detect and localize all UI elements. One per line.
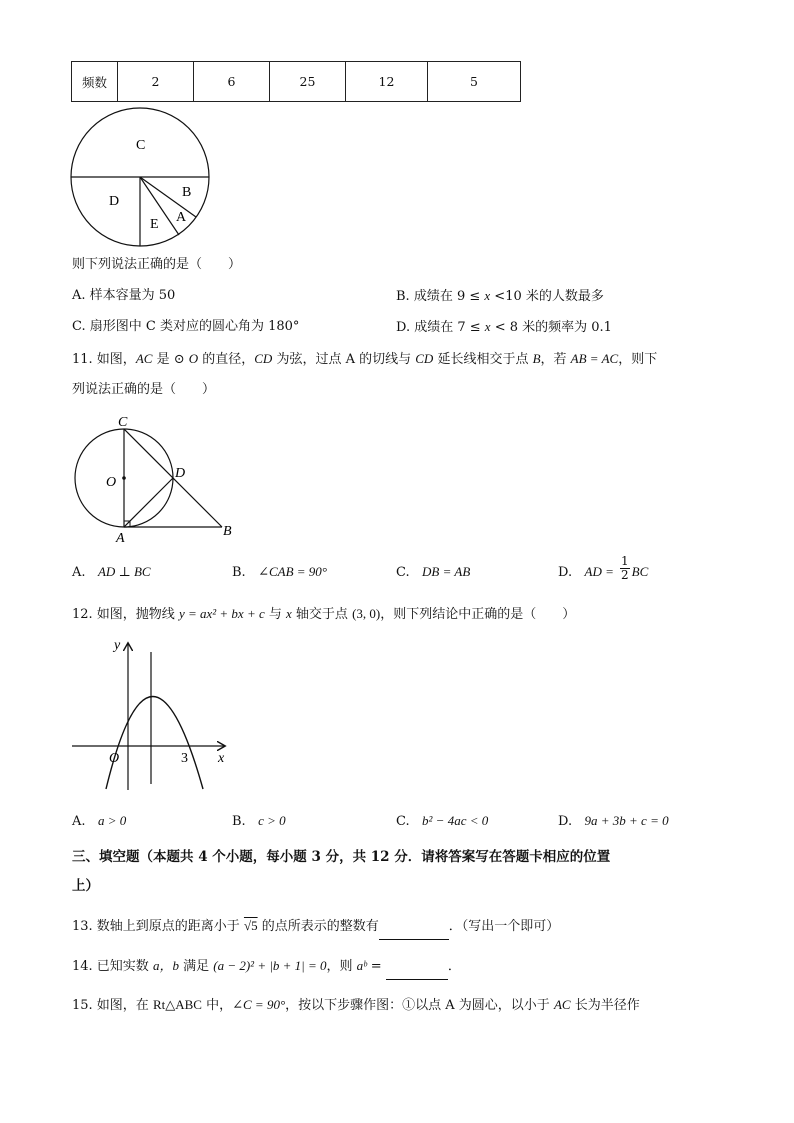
table-cell: 2 — [118, 62, 194, 102]
q12-stem — [72, 605, 575, 624]
point-label-b: B — [223, 524, 232, 539]
text: ，则 — [326, 959, 357, 974]
q10-option-d — [396, 318, 612, 337]
math: ∠CAB = 90° — [258, 564, 328, 579]
option-label: A. — [72, 814, 86, 829]
point-label-c: C — [118, 415, 128, 430]
q12-option-c — [396, 813, 488, 829]
sector-label-c: C — [136, 138, 146, 153]
segment-ad — [124, 478, 173, 527]
option-label: D. — [558, 814, 573, 829]
point-label-o: O — [106, 475, 117, 490]
math: AD ⊥ BC — [97, 564, 151, 579]
math-var: x — [484, 288, 491, 303]
text: 13. 数轴上到原点的距离小于 — [72, 919, 244, 934]
option-label: C. — [396, 814, 410, 829]
section-heading-line2: 上） — [72, 878, 99, 894]
text: = — [366, 959, 386, 974]
text: 与 — [264, 607, 287, 622]
math: CD — [254, 351, 273, 366]
text: 轴交于点 — [291, 607, 353, 622]
math: x — [286, 606, 292, 621]
text: <10 米的人数最多 — [490, 289, 604, 304]
fraction — [620, 555, 630, 582]
option-label: D. — [558, 565, 573, 580]
q12-option-a — [72, 813, 126, 829]
x-axis-label: x — [218, 751, 225, 766]
tick-label-3: 3 — [181, 751, 188, 766]
math: y = ax² + bx + c — [178, 606, 265, 621]
math: AD = — [584, 564, 614, 579]
text: ，若 — [540, 352, 571, 367]
math: c > 0 — [258, 813, 286, 828]
math: BC — [631, 564, 649, 579]
q11-option-c — [396, 564, 470, 580]
math: a，b — [152, 958, 179, 973]
q13-stem — [72, 917, 559, 940]
text: ，则下 — [618, 352, 658, 367]
math: AB = AC — [570, 351, 619, 366]
option-label: B. — [232, 565, 246, 580]
section-heading-line1: 三、填空题（本题共 4 个小题，每小题 3 分，共 12 分．请将答案写在答题卡相应的位置 — [72, 849, 611, 865]
q11-option-b — [232, 564, 327, 580]
q12-option-d — [558, 813, 669, 829]
point-label-d: D — [175, 466, 186, 481]
fraction-numerator: 1 — [621, 554, 629, 568]
sector-label-a: A — [176, 210, 187, 225]
text: ，则下列结论中正确的是（ ） — [380, 607, 576, 622]
q10-option-a: A. 样本容量为 50 — [72, 288, 176, 303]
text: 是 ⊙ — [152, 352, 189, 367]
parabola-curve — [106, 697, 203, 790]
text: ．（写出一个即可） — [448, 919, 560, 934]
sector-label-d: D — [109, 194, 120, 209]
math: CD — [415, 351, 434, 366]
math: DB = AB — [422, 564, 471, 579]
text: 为弦，过点 A 的切线与 — [272, 352, 416, 367]
text: 15. 如图，在 — [72, 998, 153, 1013]
sector-diagram — [66, 104, 216, 254]
center-dot — [122, 476, 126, 480]
q11-option-d — [558, 555, 648, 582]
text: 满足 — [178, 959, 214, 974]
math: Rt△ABC — [152, 997, 202, 1012]
table-cell: 5 — [428, 62, 521, 102]
q15-stem — [72, 996, 640, 1015]
text: 14. 已知实数 — [72, 959, 153, 974]
parabola-figure — [66, 634, 246, 794]
text: D. 成绩在 7 ≤ — [396, 320, 485, 335]
text: ，按以下步骤作图：①以点 A 为圆心，以小于 — [285, 998, 554, 1013]
math: 9a + 3b + c = 0 — [584, 813, 669, 828]
table-cell: 25 — [270, 62, 346, 102]
math: b² − 4ac < 0 — [422, 813, 489, 828]
text: < 8 米的频率为 0.1 — [490, 320, 612, 335]
q11-option-a — [72, 564, 151, 580]
table-cell: 6 — [194, 62, 270, 102]
math: O — [188, 351, 199, 366]
text: 长为半径作 — [570, 998, 640, 1013]
q14-stem — [72, 957, 461, 980]
fraction-denominator: 2 — [621, 568, 629, 582]
q10-option-c: C. 扇形图中 C 类对应的圆心角为 180° — [72, 319, 300, 334]
answer-blank[interactable] — [386, 961, 448, 980]
q10-stem: 则下列说法正确的是（ ） — [72, 257, 242, 272]
q12-option-b — [232, 813, 286, 829]
q10-option-b — [396, 287, 604, 306]
point-label-a: A — [116, 531, 125, 546]
text: 12. 如图，抛物线 — [72, 607, 179, 622]
text: ． — [447, 959, 461, 974]
origin-label: O — [109, 751, 120, 766]
sector-label-b: B — [182, 185, 192, 200]
sqrt-expression: √5 — [243, 918, 258, 933]
text: B. 成绩在 9 ≤ — [396, 289, 485, 304]
sector-radius-a — [140, 177, 179, 235]
table-row — [72, 62, 521, 102]
table-cell: 12 — [346, 62, 428, 102]
option-label: C. — [396, 565, 410, 580]
math: ∠C = 90° — [232, 997, 286, 1012]
frequency-table — [71, 61, 521, 102]
table-header-cell: 频数 — [72, 62, 118, 102]
math-var: x — [484, 319, 491, 334]
circle-tangent-figure — [66, 408, 246, 548]
answer-blank[interactable] — [379, 921, 449, 940]
math: aᵇ — [356, 958, 367, 973]
math: AC — [553, 997, 571, 1012]
math: AC — [135, 351, 153, 366]
text: 的直径， — [198, 352, 255, 367]
text: 中， — [201, 998, 233, 1013]
text: 延长线相交于点 — [433, 352, 533, 367]
math: (3, 0) — [352, 606, 381, 621]
option-label: A. — [72, 565, 86, 580]
text: 的点所表示的整数有 — [257, 919, 379, 934]
math: a > 0 — [97, 813, 127, 828]
q11-stem-line2: 列说法正确的是（ ） — [72, 382, 216, 397]
text: 11. 如图， — [72, 352, 136, 367]
y-axis-label: y — [114, 638, 121, 653]
math: (a − 2)² + |b + 1| = 0 — [213, 958, 327, 973]
sector-label-e: E — [150, 217, 159, 232]
math: B — [532, 351, 541, 366]
option-label: B. — [232, 814, 246, 829]
q11-stem-line1 — [72, 350, 657, 369]
